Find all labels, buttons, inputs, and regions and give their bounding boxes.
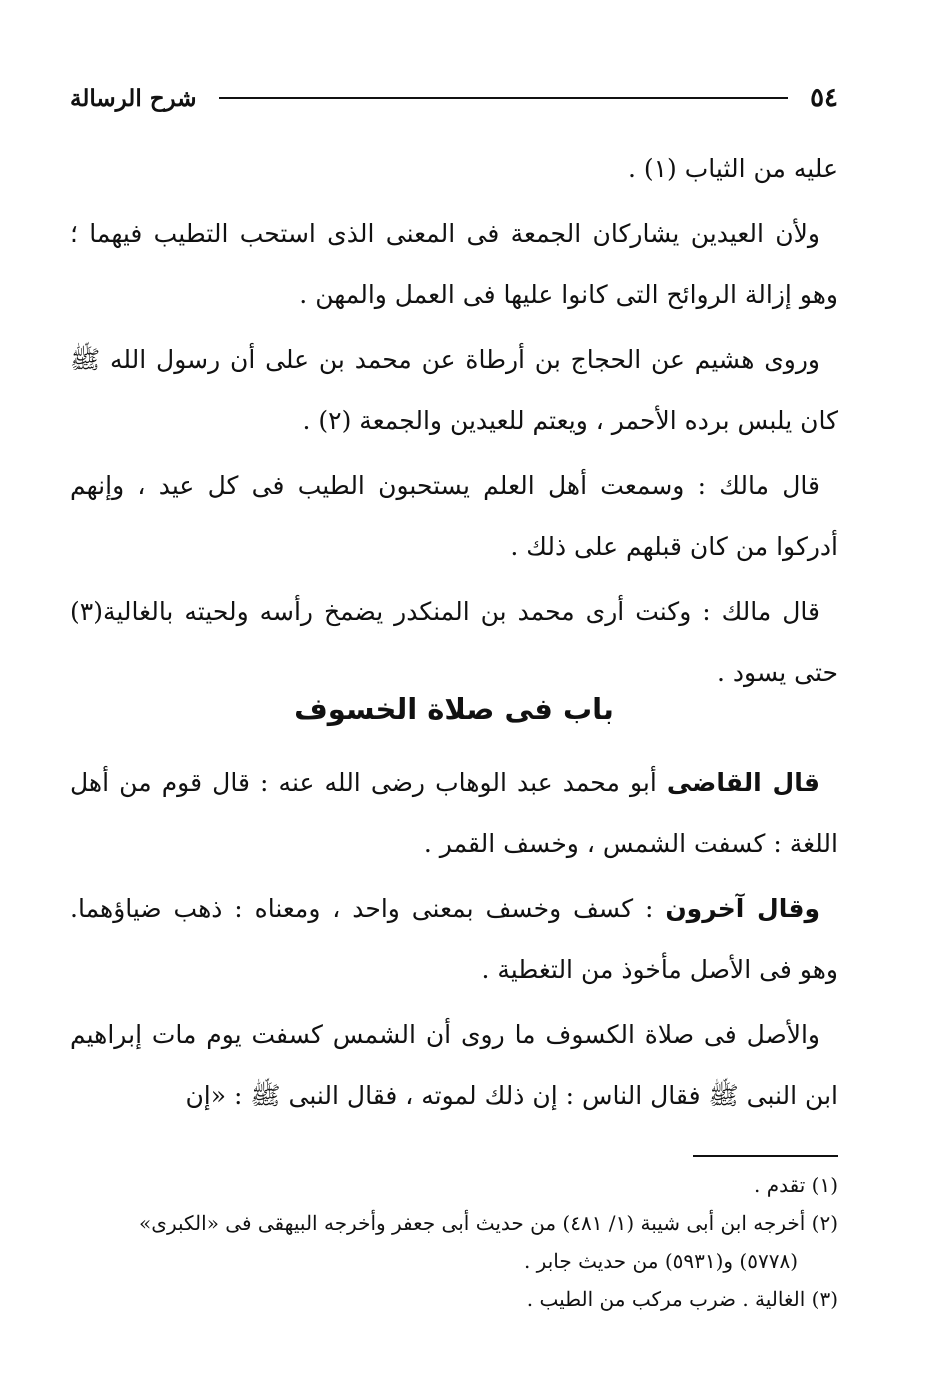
footnote: (١) تقدم . xyxy=(753,1173,838,1197)
section-heading: باب فى صلاة الخسوف xyxy=(294,692,614,726)
footnote: (٣) الغالية . ضرب مركب من الطيب . xyxy=(526,1287,838,1311)
paragraph: قال مالك : وكنت أرى محمد بن المنكدر يضمخ رأسه ولحيته بالغالية(٣) حتى يسود . xyxy=(70,597,838,687)
footnote-rule xyxy=(693,1155,838,1157)
paragraph xyxy=(70,878,838,1000)
paragraph: ولأن العيدين يشاركان الجمعة فى المعنى الذى استحب التطيب فيهما ؛ وهو إزالة الروائح التى كانوا عليها فى العمل والمهن . xyxy=(70,219,838,309)
paragraph xyxy=(70,752,838,874)
paragraph-text: والأصل فى صلاة الكسوف ما روى أن الشمس كسفت يوم مات إبراهيم ابن النبى ﷺ فقال الناس : إن ذلك لموته ، فقال النبى ﷺ : «إن xyxy=(70,1020,838,1110)
running-title: شرح الرسالة xyxy=(70,84,197,112)
footnote-continuation: (٥٧٧٨) و(٥٩٣١) من حديث جابر . xyxy=(523,1249,798,1273)
page-header xyxy=(70,76,838,120)
header-rule xyxy=(219,97,789,99)
paragraph-text: : كسف وخسف بمعنى واحد ، ومعناه : ذهب ضياؤهما. وهو فى الأصل مأخوذ من التغطية . xyxy=(70,894,838,984)
paragraph xyxy=(70,1004,838,1126)
page-number: ٥٤ xyxy=(810,83,838,113)
body-text-top xyxy=(70,138,838,707)
body-text-bottom xyxy=(70,752,838,1130)
paragraph: عليه من الثياب (١) . xyxy=(627,154,838,183)
paragraph: قال مالك : وسمعت أهل العلم يستحبون الطيب فى كل عيد ، وإنهم أدركوا من كان قبلهم على ذلك . xyxy=(70,471,838,561)
footnote: (٢) أخرجه ابن أبى شيبة (١/ ٤٨١) من حديث أبى جعفر وأخرجه البيهقى فى «الكبرى» xyxy=(139,1211,838,1235)
footnotes xyxy=(70,1166,838,1318)
paragraph: وروى هشيم عن الحجاج بن أرطاة عن محمد بن على أن رسول الله ﷺ كان يلبس برده الأحمر ، ويعتم للعيدين والجمعة (٢) . xyxy=(70,345,838,435)
paragraph-text: أبو محمد عبد الوهاب رضى الله عنه : قال قوم من أهل اللغة : كسفت الشمس ، وخسف القمر . xyxy=(70,768,838,858)
paragraph-lead: قال القاضى xyxy=(666,768,820,797)
paragraph-lead: وقال آخرون xyxy=(665,894,820,923)
